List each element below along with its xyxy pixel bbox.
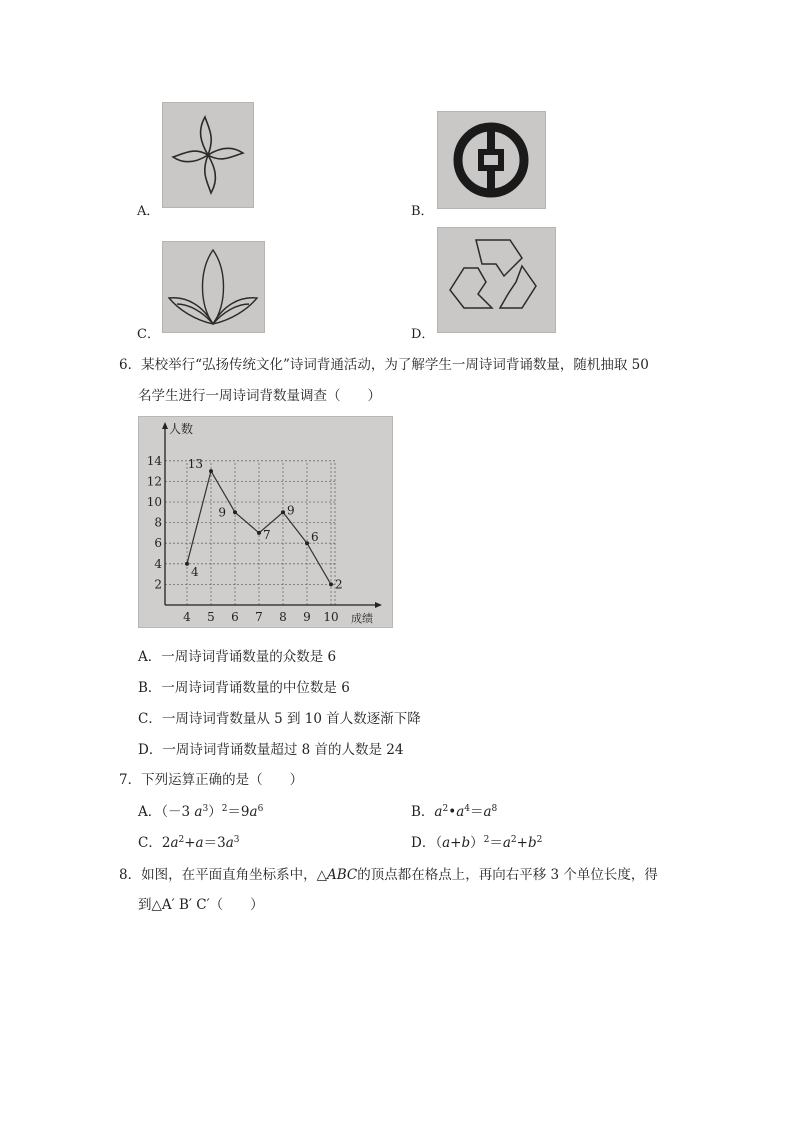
q7-option-d: D．$(a+b)^2=a^2+b^2$ (411, 835, 543, 851)
data-label: 6 (311, 530, 319, 545)
q8-stem-line1 (119, 863, 658, 883)
q7-stem: 7．下列运算正确的是（ ） (119, 772, 304, 788)
data-label: 7 (263, 527, 271, 542)
line-chart-photo (138, 416, 393, 628)
data-label: 13 (187, 457, 203, 472)
lotus-icon (163, 242, 264, 332)
y-tick-label: 2 (154, 577, 162, 592)
q7-option-c-prefix: C． (138, 835, 162, 851)
x-tick-label: 5 (207, 610, 215, 624)
q6-option-b: B．一周诗词背诵数量的中位数是 6 (138, 680, 350, 696)
x-tick-label: 10 (323, 610, 339, 624)
x-tick-label: 6 (231, 610, 239, 624)
data-point (185, 562, 189, 566)
data-point (281, 510, 285, 514)
x-axis-arrow (375, 602, 382, 608)
q7-option-a: A．（－3 $a^3)^2=9a^6$ (138, 804, 264, 820)
x-tick-label: 8 (279, 610, 287, 624)
data-label: 2 (335, 577, 343, 592)
line-chart (139, 417, 392, 627)
y-tick-label: 6 (154, 536, 162, 551)
option-a-label: A． (137, 204, 160, 219)
pinwheel-icon (163, 103, 253, 207)
y-tick-label: 12 (146, 474, 162, 489)
y-tick-label: 8 (154, 515, 162, 530)
coin-logo-icon (438, 112, 545, 208)
q8-stem-part1: 8．如图，在平面直角坐标系中，△ (119, 867, 327, 883)
x-tick-label: 9 (303, 610, 311, 624)
q7-option-a-prefix: A．（－3 (138, 804, 191, 820)
data-point (329, 582, 333, 586)
y-tick-label: 4 (154, 556, 162, 571)
option-c-label: C． (137, 327, 160, 342)
q6-stem-line2: 名学生进行一周诗词背数量调查（ ） (138, 388, 381, 404)
data-label: 4 (191, 564, 199, 579)
q6-option-a: A．一周诗词背诵数量的众数是 6 (138, 649, 337, 665)
x-tick-label: 7 (255, 610, 263, 624)
q8-triangle-name: ABC (326, 867, 358, 883)
data-label: 9 (218, 505, 226, 520)
q6-stem-line1: 6．某校举行“弘扬传统文化”诗词背通活动，为了解学生一周诗词背诵数量，随机抽取 50 (119, 357, 649, 373)
y-axis-title: 人数 (169, 422, 194, 436)
y-axis-arrow (162, 422, 168, 429)
hexagon-arrows-figure (437, 227, 556, 333)
x-tick-label: 4 (183, 610, 191, 624)
q8-stem-line2: 到△A′ B′ C′（ ） (138, 897, 264, 913)
data-point (257, 531, 261, 535)
q7-option-d-prefix: D．（ (411, 835, 443, 851)
hexagon-arrows-icon (438, 228, 555, 332)
lotus-figure (162, 241, 265, 333)
coin-logo-figure (437, 111, 546, 209)
data-point (305, 541, 309, 545)
y-tick-label: 10 (146, 495, 162, 509)
option-b-label: B． (411, 204, 434, 219)
data-label: 9 (287, 503, 295, 518)
y-tick-label: 14 (146, 453, 162, 468)
q6-option-c: C．一周诗词背数量从 5 到 10 首人数逐渐下降 (138, 711, 421, 727)
q6-option-d: D．一周诗词背诵数量超过 8 首的人数是 24 (138, 742, 404, 758)
data-point (209, 469, 213, 473)
option-d-label: D． (411, 327, 435, 342)
q7-option-d-close: ） (470, 835, 484, 851)
data-point (233, 510, 237, 514)
q8-stem-part2: 的顶点都在格点上，再向右平移 3 个单位长度，得 (357, 867, 658, 883)
x-axis-title: 成绩 (351, 612, 373, 625)
q7-option-b-prefix: B． (411, 804, 435, 820)
q7-option-b: B．$a^2•a^4=a^8$ (411, 804, 498, 820)
q7-option-c: C．$2a^2+a=3a^3$ (138, 835, 240, 851)
pinwheel-figure (162, 102, 254, 208)
